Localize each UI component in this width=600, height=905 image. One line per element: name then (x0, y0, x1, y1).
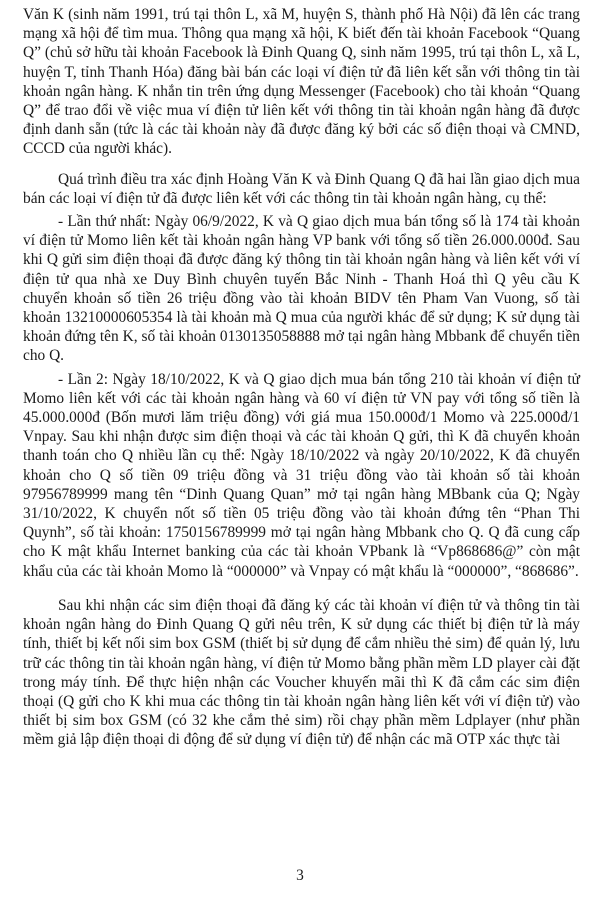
paragraph-sim-usage: Sau khi nhận các sim điện thoại đã đăng ký các tài khoản ví điện tử và thông tin tài khoản ngân hàng do Đinh Quang Q gửi nêu trên, K sử dụng các thiết bị điện tử là máy tính, thiết bị kết nối sim box GSM (thiết bị sử dụng để cắm nhiều thẻ sim) để quản lý, lưu trữ các thông tin tài khoản ngân hàng, ví điện tử Momo bằng phần mềm LD player cài đặt trong máy tính. Để thực hiện nhận các Voucher khuyến mãi thì K đã cắm các sim điện thoại (Q gửi cho K khi mua các thông tin tài khoản ngân hàng liên kết với ví điện tử) vào thiết bị sim box GSM (có 32 khe cắm thẻ sim) rồi chạy phần mềm Ldplayer (như phần mềm giả lập điện thoại di động để sử dụng ví điện tử) để nhận các mã OTP xác thực tài (23, 596, 580, 749)
page-number: 3 (296, 867, 304, 884)
paragraph-second-transaction: - Lần 2: Ngày 18/10/2022, K và Q giao dịch mua bán tổng 210 tài khoản ví điện tử Momo liên kết với các tài khoản ngân hàng và 60 ví điện tử VN pay với tổng số tiền là 45.000.000đ (Bốn mươi lăm triệu đồng) với giá mua 150.000đ/1 Momo và 225.000đ/1 Vnpay. Sau khi nhận được sim điện thoại và các tài khoản Q gửi, thì K đã chuyển khoản thanh toán cho Q nhiều lần cụ thể: Ngày 18/10/2022 và ngày 20/10/2022, K đã chuyển khoản cho Q số tiền 09 triệu đồng và 31 triệu đồng vào tài khoản số tài khoản 97956789999 mang tên “Dinh Quang Quan” mở tại ngân hàng MBbank của Q; Ngày 31/10/2022, K chuyển nốt số tiền 05 triệu đồng vào tài khoản đứng tên “Phan Thi Quynh”, số tài khoản: 1750156789999 mở tại ngân hàng Mbbank cho Q. Q đã cung cấp cho K mật khẩu Internet banking của các tài khoản VPbank là “Vp868686@” còn mật khẩu của các tài khoản Momo là “000000” và Vnpay có mật khẩu là “000000”, “868686”. (23, 370, 580, 580)
paragraph-first-transaction: - Lần thứ nhất: Ngày 06/9/2022, K và Q giao dịch mua bán tổng số là 174 tài khoản ví điện tử Momo liên kết tài khoản ngân hàng VP bank với tổng số tiền 26.000.000đ. Sau khi Q gửi sim điện thoại đã được đăng ký thông tin tài khoản ngân hàng và liên kết với ví điện tử qua nhà xe Duy Bình chuyên tuyến Bắc Ninh - Thanh Hoá thì Q yêu cầu K chuyển khoản số tiền 26 triệu đồng vào tài khoản BIDV tên Pham Van Vuong, số tài khoản 13210000605354 là tài khoản mà Q mua của người khác để sử dụng; K sử dụng tài khoản đứng tên K, số tài khoản 0130135058888 mở tại ngân hàng Mbbank để chuyển tiền cho Q. (23, 213, 580, 365)
paragraph-purchase-context: Văn K (sinh năm 1991, trú tại thôn L, xã M, huyện S, thành phố Hà Nội) đã lên các trang mạng xã hội để tìm mua. Thông qua mạng xã hội, K biết đến tài khoản Facebook “Quang Q” (chủ sở hữu tài khoản Facebook là Đinh Quang Q, sinh năm 1995, trú tại thôn L, xã L, huyện T, tỉnh Thanh Hóa) đăng bài bán các loại ví điện tử đã liên kết sẵn với thông tin tài khoản ngân hàng. K nhắn tin trên ứng dụng Messenger (Facebook) cho tài khoản “Quang Q” để trao đổi về việc mua ví điện tử liên kết với thông tin tài khoản ngân hàng đã được định danh sẵn (tức là các tài khoản này đã được đăng ký bởi các số điện thoại và CMND, CCCD của người khác). (23, 6, 580, 158)
paragraph-investigation-intro: Quá trình điều tra xác định Hoàng Văn K và Đinh Quang Q đã hai lần giao dịch mua bán các loại ví điện tử đã được liên kết với các thông tin tài khoản ngân hàng, cụ thể: (23, 170, 581, 207)
